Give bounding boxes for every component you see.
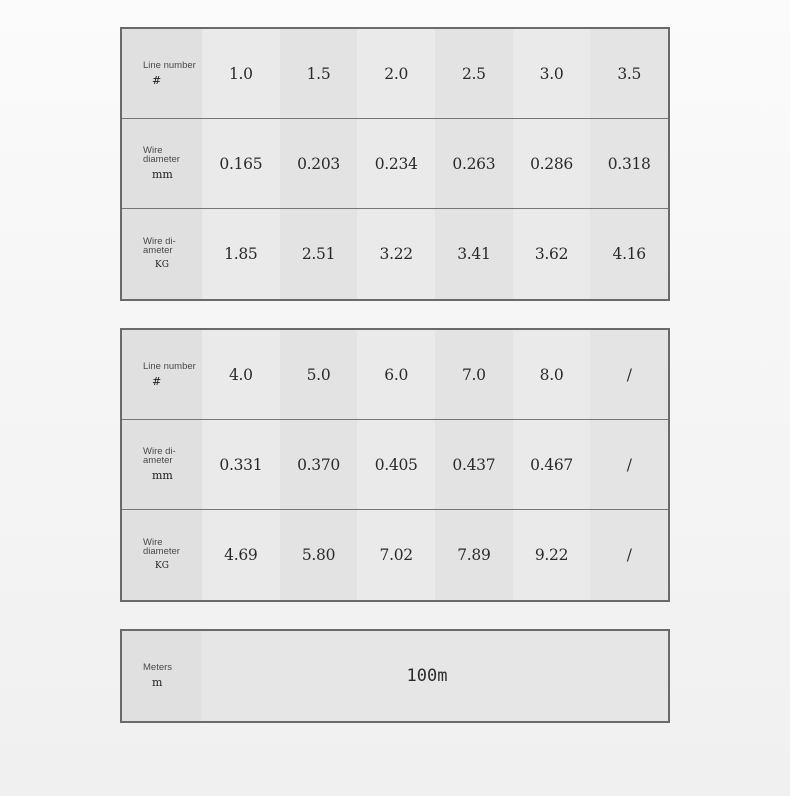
row-label-text: Wire di-ameter xyxy=(143,446,176,466)
table-row-wire-diameter xyxy=(122,119,668,209)
table-row-meters xyxy=(122,631,668,721)
table-cell: 0.405 xyxy=(357,420,435,509)
table-cell: 9.22 xyxy=(513,510,591,600)
row-unit: # xyxy=(152,374,162,388)
table-row-line-number xyxy=(122,29,668,119)
row-label xyxy=(122,29,202,118)
table-cell: 3.5 xyxy=(590,29,668,118)
row-label xyxy=(122,209,202,299)
table-cell: 5.80 xyxy=(280,510,358,600)
table-cell: 0.437 xyxy=(435,420,513,509)
row-unit: mm xyxy=(152,168,173,181)
table-cell: 7.89 xyxy=(435,510,513,600)
table-cell: 3.41 xyxy=(435,209,513,299)
table-cell: 2.51 xyxy=(280,209,358,299)
table-row-wire-diameter xyxy=(122,420,668,510)
row-label xyxy=(122,631,202,721)
table-cell: 0.370 xyxy=(280,420,358,509)
table-cell: 1.5 xyxy=(280,29,358,118)
table-cell: 7.0 xyxy=(435,330,513,419)
table-cell: 8.0 xyxy=(513,330,591,419)
row-label-text: Wire diameter xyxy=(143,536,180,557)
table-cell: 2.0 xyxy=(357,29,435,118)
table-cell: / xyxy=(590,420,668,509)
table-cell: 0.203 xyxy=(280,119,358,208)
table-cell: 2.5 xyxy=(435,29,513,118)
table-row-weight xyxy=(122,510,668,600)
table-cell: 4.0 xyxy=(202,330,280,419)
table-cell: 0.165 xyxy=(202,119,280,208)
row-label xyxy=(122,510,202,600)
row-label xyxy=(122,119,202,208)
table-cell: 1.0 xyxy=(202,29,280,118)
table-cell: 0.467 xyxy=(513,420,591,509)
row-label xyxy=(122,420,202,509)
table-cell: 4.16 xyxy=(590,209,668,299)
row-unit: KG xyxy=(155,259,169,270)
table-cell: 0.331 xyxy=(202,420,280,509)
spec-table-2 xyxy=(120,328,670,602)
table-cell: 0.318 xyxy=(590,119,668,208)
row-unit: m xyxy=(152,676,163,689)
meters-value: 100m xyxy=(202,631,668,721)
table-cell: 6.0 xyxy=(357,330,435,419)
table-cell: 0.263 xyxy=(435,119,513,208)
spec-table-meters xyxy=(120,629,670,723)
table-cell: 3.0 xyxy=(513,29,591,118)
table-cell: / xyxy=(590,510,668,600)
row-unit: # xyxy=(152,73,162,87)
table-row-weight xyxy=(122,209,668,299)
table-cell: 0.286 xyxy=(513,119,591,208)
table-cell: 1.85 xyxy=(202,209,280,299)
table-cell: 0.234 xyxy=(357,119,435,208)
table-cell: 3.62 xyxy=(513,209,591,299)
row-label-text: Meters xyxy=(143,662,173,673)
row-label-text: Line number xyxy=(143,59,196,71)
row-label-text: Line number xyxy=(143,360,196,372)
row-label-text: Wire di-ameter xyxy=(143,235,176,256)
spec-table-1 xyxy=(120,27,670,301)
table-cell: 4.69 xyxy=(202,510,280,600)
row-unit: mm xyxy=(152,469,173,482)
table-cell: 3.22 xyxy=(357,209,435,299)
table-cell: 7.02 xyxy=(357,510,435,600)
row-label xyxy=(122,330,202,419)
table-cell: / xyxy=(590,330,668,419)
row-unit: KG xyxy=(155,560,169,571)
table-row-line-number xyxy=(122,330,668,420)
table-cell: 5.0 xyxy=(280,330,358,419)
row-label-text: Wire diameter xyxy=(143,145,180,165)
